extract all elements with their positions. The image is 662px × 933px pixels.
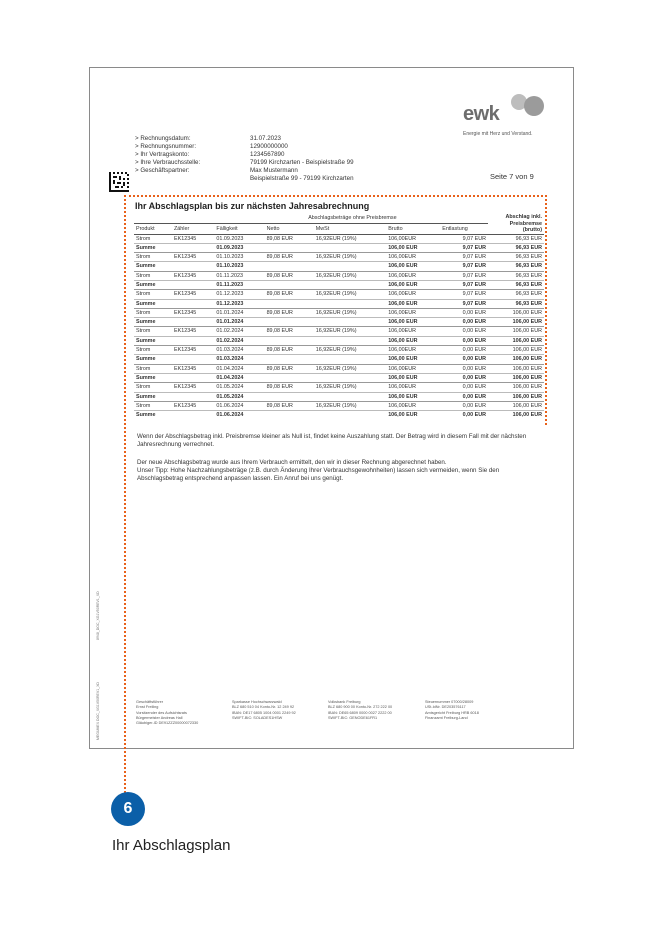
cell-faelligkeit: 01.03.2024 xyxy=(214,346,264,355)
cell-brutto: 106,00EUR xyxy=(386,383,440,392)
cell-abschlag: 96,93 EUR xyxy=(488,253,544,262)
cell-faelligkeit: 01.02.2024 xyxy=(214,327,264,336)
cell-empty xyxy=(314,318,386,327)
cell-brutto: 106,00EUR xyxy=(386,271,440,280)
cell-summe-abschlag: 106,00 EUR xyxy=(488,392,544,401)
table-row-summe xyxy=(134,355,544,364)
footer-line: IBAN: DE65 6809 0000 0027 2222 00 xyxy=(328,710,392,715)
footer-col-sparkasse xyxy=(232,700,296,721)
cell-empty xyxy=(265,373,314,382)
cell-summe-brutto: 106,00 EUR xyxy=(386,411,440,420)
cell-empty xyxy=(265,318,314,327)
cell-netto: 89,08 EUR xyxy=(265,383,314,392)
info-label: > Ihr Vertragskonto: xyxy=(135,151,190,158)
cell-faelligkeit: 01.01.2024 xyxy=(214,308,264,317)
table-row-summe xyxy=(134,392,544,401)
cell-summe-date: 01.09.2023 xyxy=(214,243,264,252)
table-header-spacer xyxy=(440,214,488,224)
table-row-summe xyxy=(134,280,544,289)
table-row xyxy=(134,271,544,280)
table-header-spacer xyxy=(134,214,265,224)
cell-summe-label: Summe xyxy=(134,318,172,327)
cell-empty xyxy=(265,262,314,271)
footer-line: Bürgermeister Andreas Hall xyxy=(136,715,183,720)
cell-summe-brutto: 106,00 EUR xyxy=(386,336,440,345)
cell-empty xyxy=(265,355,314,364)
cell-netto: 89,08 EUR xyxy=(265,346,314,355)
cell-produkt: Strom xyxy=(134,234,172,243)
footer-line: Steuernummer 07000/28009 xyxy=(425,700,474,704)
cell-brutto: 106,00EUR xyxy=(386,253,440,262)
cell-summe-abschlag: 106,00 EUR xyxy=(488,318,544,327)
cell-faelligkeit: 01.06.2024 xyxy=(214,401,264,410)
col-header-brutto: Brutto xyxy=(386,224,440,234)
footer-line: BLZ 680 510 04 Konto-Nr. 12 249 92 xyxy=(232,705,295,710)
cell-brutto: 106,00EUR xyxy=(386,401,440,410)
payment-plan-table xyxy=(134,214,544,419)
cell-summe-date: 01.11.2023 xyxy=(214,280,264,289)
info-row xyxy=(135,175,354,183)
footer-col-management xyxy=(136,700,198,726)
cell-summe-label: Summe xyxy=(134,411,172,420)
info-row xyxy=(135,151,354,159)
footer-col-volksbank xyxy=(328,700,392,721)
table-header-row xyxy=(134,224,544,234)
cell-abschlag: 106,00 EUR xyxy=(488,383,544,392)
cell-summe-date: 01.04.2024 xyxy=(214,373,264,382)
cell-empty xyxy=(314,262,386,271)
cell-empty xyxy=(314,355,386,364)
cell-faelligkeit: 01.05.2024 xyxy=(214,383,264,392)
footer-line: Ernst Freiling xyxy=(136,705,159,710)
info-label: > Rechnungsdatum: xyxy=(135,135,191,142)
col-header-netto: Netto xyxy=(265,224,314,234)
info-label: > Ihre Verbrauchsstelle: xyxy=(135,159,201,166)
col-header-mwst: MwSt xyxy=(314,224,386,234)
cell-summe-abschlag: 106,00 EUR xyxy=(488,411,544,420)
note-new-amount: Der neue Abschlagsbetrag wurde aus Ihrem Verbrauch ermittelt, den wir in dieser Rechnung abgerechnet haben. xyxy=(137,459,447,466)
cell-zaehler: EK12345 xyxy=(172,346,214,355)
cell-summe-brutto: 106,00 EUR xyxy=(386,280,440,289)
col-header-entlastung: Entlastung xyxy=(440,224,488,234)
note-negative-amount: Wenn der Abschlagsbetrag inkl. Preisbremse kleiner als Null ist, findet keine Auszahlung statt. Der Betrag wird in diesem Fall mit der nächsten Jahresrechnung verrechnet. xyxy=(137,433,527,448)
cell-entlastung: 9,07 EUR xyxy=(440,271,488,280)
cell-produkt: Strom xyxy=(134,253,172,262)
table-row-summe xyxy=(134,318,544,327)
cell-empty xyxy=(172,280,214,289)
cell-brutto: 106,00EUR xyxy=(386,327,440,336)
cell-netto: 89,08 EUR xyxy=(265,271,314,280)
cell-zaehler: EK12345 xyxy=(172,271,214,280)
cell-empty xyxy=(314,373,386,382)
cell-entlastung: 9,07 EUR xyxy=(440,253,488,262)
cell-summe-entlastung: 0,00 EUR xyxy=(440,355,488,364)
cell-summe-brutto: 106,00 EUR xyxy=(386,318,440,327)
cell-mwst: 16,92EUR (19%) xyxy=(314,290,386,299)
cell-summe-brutto: 106,00 EUR xyxy=(386,262,440,271)
cell-netto: 89,08 EUR xyxy=(265,401,314,410)
cell-summe-abschlag: 106,00 EUR xyxy=(488,355,544,364)
cell-faelligkeit: 01.11.2023 xyxy=(214,271,264,280)
footer-line: SWIFT-BIC: GENODE61FR1 xyxy=(328,715,378,720)
cell-empty xyxy=(172,392,214,401)
cell-mwst: 16,92EUR (19%) xyxy=(314,308,386,317)
table-row-summe xyxy=(134,373,544,382)
cell-zaehler: EK12345 xyxy=(172,383,214,392)
cell-netto: 89,08 EUR xyxy=(265,253,314,262)
cell-summe-label: Summe xyxy=(134,262,172,271)
cell-empty xyxy=(314,411,386,420)
cell-entlastung: 0,00 EUR xyxy=(440,308,488,317)
cell-summe-abschlag: 96,93 EUR xyxy=(488,243,544,252)
footer-line: Sparkasse Hochschwarzwald xyxy=(232,700,282,704)
table-row xyxy=(134,346,544,355)
cell-summe-label: Summe xyxy=(134,373,172,382)
table-row-summe xyxy=(134,336,544,345)
cell-empty xyxy=(265,336,314,345)
cell-summe-label: Summe xyxy=(134,336,172,345)
cell-brutto: 106,00EUR xyxy=(386,308,440,317)
datamatrix-code-icon xyxy=(109,172,129,192)
cell-summe-entlastung: 0,00 EUR xyxy=(440,411,488,420)
cell-summe-abschlag: 96,93 EUR xyxy=(488,299,544,308)
footer-line: BLZ 680 900 00 Konto-Nr. 272 222 00 xyxy=(328,705,393,710)
cell-abschlag: 106,00 EUR xyxy=(488,327,544,336)
cell-empty xyxy=(265,243,314,252)
cell-empty xyxy=(172,336,214,345)
cell-summe-label: Summe xyxy=(134,280,172,289)
cell-empty xyxy=(314,392,386,401)
table-group-header-row xyxy=(134,214,544,224)
cell-entlastung: 0,00 EUR xyxy=(440,327,488,336)
cell-empty xyxy=(314,299,386,308)
footer-line: USt-IdNr. DE203576117 xyxy=(425,705,466,710)
cell-brutto: 106,00EUR xyxy=(386,364,440,373)
info-value: 31.07.2023 xyxy=(250,135,281,142)
cell-abschlag: 106,00 EUR xyxy=(488,308,544,317)
cell-empty xyxy=(314,280,386,289)
cell-summe-entlastung: 9,07 EUR xyxy=(440,243,488,252)
cell-mwst: 16,92EUR (19%) xyxy=(314,253,386,262)
cell-summe-label: Summe xyxy=(134,299,172,308)
footer-line: Vorsitzender des Aufsichtsrats xyxy=(136,710,187,715)
cell-empty xyxy=(172,411,214,420)
cell-empty xyxy=(172,373,214,382)
cell-summe-entlastung: 0,00 EUR xyxy=(440,336,488,345)
footer-line: Geschäftsführer xyxy=(136,700,164,704)
table-row xyxy=(134,401,544,410)
cell-summe-entlastung: 9,07 EUR xyxy=(440,299,488,308)
cell-entlastung: 9,07 EUR xyxy=(440,290,488,299)
cell-produkt: Strom xyxy=(134,383,172,392)
cell-entlastung: 9,07 EUR xyxy=(440,234,488,243)
info-row xyxy=(135,135,354,143)
cell-summe-date: 01.02.2024 xyxy=(214,336,264,345)
cell-abschlag: 96,93 EUR xyxy=(488,271,544,280)
cell-empty xyxy=(172,243,214,252)
cell-empty xyxy=(265,280,314,289)
cell-produkt: Strom xyxy=(134,290,172,299)
invoice-info xyxy=(135,135,354,183)
cell-mwst: 16,92EUR (19%) xyxy=(314,383,386,392)
cell-summe-date: 01.01.2024 xyxy=(214,318,264,327)
info-value: Beispielstraße 99 - 79199 Kirchzarten xyxy=(250,175,354,182)
info-row xyxy=(135,167,354,175)
info-value: 79199 Kirchzarten - Beispielstraße 99 xyxy=(250,159,354,166)
footer-col-tax xyxy=(425,700,479,721)
cell-empty xyxy=(265,392,314,401)
cell-empty xyxy=(265,411,314,420)
cell-summe-label: Summe xyxy=(134,392,172,401)
info-label: > Rechnungsnummer: xyxy=(135,143,197,150)
table-row xyxy=(134,364,544,373)
table-row xyxy=(134,253,544,262)
section-caption: Ihr Abschlagsplan xyxy=(112,837,231,854)
cell-summe-abschlag: 96,93 EUR xyxy=(488,280,544,289)
col-header-abschlag: Abschlag inkl. Preisbremse (brutto) xyxy=(488,214,544,234)
cell-summe-entlastung: 9,07 EUR xyxy=(440,262,488,271)
cell-zaehler: EK12345 xyxy=(172,290,214,299)
table-row xyxy=(134,383,544,392)
cell-produkt: Strom xyxy=(134,327,172,336)
info-value: 1234567890 xyxy=(250,151,285,158)
cell-produkt: Strom xyxy=(134,308,172,317)
cell-summe-abschlag: 106,00 EUR xyxy=(488,373,544,382)
cell-zaehler: EK12345 xyxy=(172,308,214,317)
cell-mwst: 16,92EUR (19%) xyxy=(314,401,386,410)
cell-mwst: 16,92EUR (19%) xyxy=(314,346,386,355)
highlight-connector-line xyxy=(124,423,126,793)
info-label xyxy=(135,175,250,183)
cell-entlastung: 0,00 EUR xyxy=(440,383,488,392)
cell-summe-date: 01.06.2024 xyxy=(214,411,264,420)
cell-produkt: Strom xyxy=(134,346,172,355)
cell-mwst: 16,92EUR (19%) xyxy=(314,271,386,280)
cell-faelligkeit: 01.10.2023 xyxy=(214,253,264,262)
cell-mwst: 16,92EUR (19%) xyxy=(314,364,386,373)
cell-summe-entlastung: 0,00 EUR xyxy=(440,373,488,382)
table-row xyxy=(134,327,544,336)
cell-summe-brutto: 106,00 EUR xyxy=(386,243,440,252)
cell-netto: 89,08 EUR xyxy=(265,327,314,336)
note-tip: Unser Tipp: Hohe Nachzahlungsbeträge (z.B. durch Änderung Ihrer Verbrauchsgewohnheiten) lassen sich vermeiden, wenn Sie den Abschlagsbetrag entsprechend anpassen lassen. Ein Anruf bei uns genügt. xyxy=(137,467,500,482)
cell-empty xyxy=(172,355,214,364)
footer-line: Volksbank Freiburg xyxy=(328,700,361,704)
cell-netto: 89,08 EUR xyxy=(265,364,314,373)
col-header-faelligkeit: Fälligkeit xyxy=(214,224,264,234)
cell-summe-brutto: 106,00 EUR xyxy=(386,373,440,382)
info-value: Max Mustermann xyxy=(250,167,298,174)
cell-empty xyxy=(172,318,214,327)
table-row-summe xyxy=(134,243,544,252)
side-code: MEGUMEX DOC_XG1V50REV1_XD xyxy=(96,682,100,740)
cell-zaehler: EK12345 xyxy=(172,401,214,410)
table-row xyxy=(134,308,544,317)
cell-faelligkeit: 01.12.2023 xyxy=(214,290,264,299)
cell-abschlag: 106,00 EUR xyxy=(488,401,544,410)
footer-line: Amtsgericht Freiburg HRB 6018 xyxy=(425,710,479,715)
cell-empty xyxy=(172,262,214,271)
cell-netto: 89,08 EUR xyxy=(265,234,314,243)
cell-empty xyxy=(172,299,214,308)
cell-faelligkeit: 01.04.2024 xyxy=(214,364,264,373)
cell-faelligkeit: 01.09.2023 xyxy=(214,234,264,243)
info-value: 12900000000 xyxy=(250,143,288,150)
cell-abschlag: 96,93 EUR xyxy=(488,234,544,243)
cell-summe-abschlag: 96,93 EUR xyxy=(488,262,544,271)
footer-line: Gläubiger-ID DE91ZZZ00000072330 xyxy=(136,721,199,726)
cell-produkt: Strom xyxy=(134,401,172,410)
cell-brutto: 106,00EUR xyxy=(386,346,440,355)
cell-summe-date: 01.10.2023 xyxy=(214,262,264,271)
cell-summe-label: Summe xyxy=(134,243,172,252)
plan-title: Ihr Abschlagsplan bis zur nächsten Jahresabrechnung xyxy=(135,201,370,211)
info-label: > Geschäftspartner: xyxy=(135,167,190,174)
cell-empty xyxy=(314,336,386,345)
cell-zaehler: EK12345 xyxy=(172,327,214,336)
cell-summe-entlastung: 9,07 EUR xyxy=(440,280,488,289)
footer-line: SWIFT-BIC: SOLADES1HSW xyxy=(232,715,283,720)
info-row xyxy=(135,143,354,151)
cell-mwst: 16,92EUR (19%) xyxy=(314,234,386,243)
table-row xyxy=(134,290,544,299)
side-code: 8948_DOC_XG1V50REV1_XD xyxy=(96,591,100,640)
brand-tagline: Energie mit Herz und Verstand. xyxy=(463,131,533,137)
page-indicator: Seite 7 von 9 xyxy=(490,172,534,181)
table-row-summe xyxy=(134,411,544,420)
cell-summe-date: 01.03.2024 xyxy=(214,355,264,364)
col-header-zaehler: Zähler xyxy=(172,224,214,234)
cell-summe-brutto: 106,00 EUR xyxy=(386,392,440,401)
table-row xyxy=(134,234,544,243)
col-header-produkt: Produkt xyxy=(134,224,172,234)
table-row-summe xyxy=(134,299,544,308)
cell-summe-entlastung: 0,00 EUR xyxy=(440,392,488,401)
cell-entlastung: 0,00 EUR xyxy=(440,346,488,355)
cell-empty xyxy=(314,243,386,252)
cell-summe-brutto: 106,00 EUR xyxy=(386,299,440,308)
cell-summe-brutto: 106,00 EUR xyxy=(386,355,440,364)
cell-summe-abschlag: 106,00 EUR xyxy=(488,336,544,345)
cell-summe-label: Summe xyxy=(134,355,172,364)
cell-empty xyxy=(265,299,314,308)
cell-entlastung: 0,00 EUR xyxy=(440,364,488,373)
cell-zaehler: EK12345 xyxy=(172,253,214,262)
cell-abschlag: 96,93 EUR xyxy=(488,290,544,299)
cell-produkt: Strom xyxy=(134,271,172,280)
step-number-badge: 6 xyxy=(111,792,145,826)
cell-entlastung: 0,00 EUR xyxy=(440,401,488,410)
cell-produkt: Strom xyxy=(134,364,172,373)
group-header: Abschlagsbeträge ohne Preisbremse xyxy=(265,214,441,224)
cell-summe-date: 01.12.2023 xyxy=(214,299,264,308)
table-row-summe xyxy=(134,262,544,271)
brand-name: ewk xyxy=(463,103,500,125)
info-row xyxy=(135,159,354,167)
cell-brutto: 106,00EUR xyxy=(386,290,440,299)
cell-brutto: 106,00EUR xyxy=(386,234,440,243)
cell-mwst: 16,92EUR (19%) xyxy=(314,327,386,336)
cell-netto: 89,08 EUR xyxy=(265,290,314,299)
cell-abschlag: 106,00 EUR xyxy=(488,364,544,373)
footer-line: IBAN: DE17 6805 1004 0001 2249 92 xyxy=(232,710,296,715)
footer-line: Finanzamt Freiburg-Land xyxy=(425,715,468,720)
cell-zaehler: EK12345 xyxy=(172,364,214,373)
cell-netto: 89,08 EUR xyxy=(265,308,314,317)
table-body xyxy=(134,234,544,419)
cell-summe-date: 01.05.2024 xyxy=(214,392,264,401)
cell-summe-entlastung: 0,00 EUR xyxy=(440,318,488,327)
cell-abschlag: 106,00 EUR xyxy=(488,346,544,355)
cell-zaehler: EK12345 xyxy=(172,234,214,243)
